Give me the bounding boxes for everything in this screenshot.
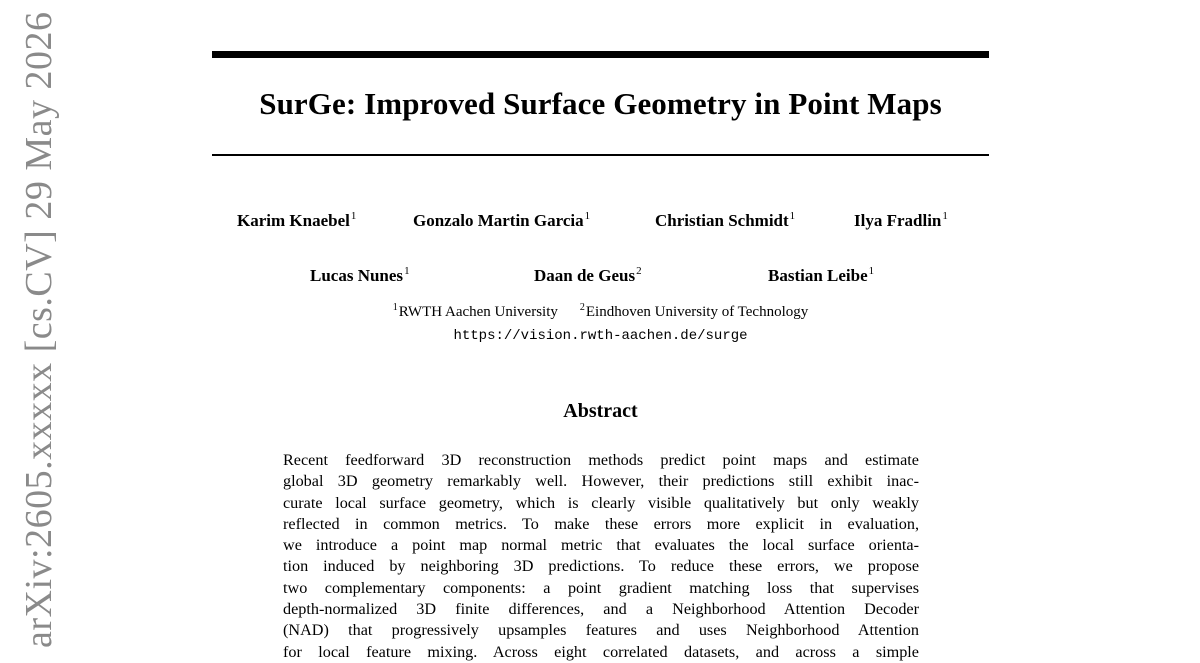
abstract-line: depth-normalized 3D finite differences, and a Neighborhood Attention Decoder [283, 600, 919, 619]
abstract-line: reflected in common metrics. To make these errors more explicit in evaluation, [283, 514, 919, 533]
arxiv-stamp: arXiv:2605.xxxxx [cs.CV] 29 May 2026 [18, 11, 60, 648]
author-2 [413, 211, 590, 231]
author-affiliation-mark: 1 [350, 210, 357, 222]
affiliation-1 [393, 304, 558, 320]
abstract-body [283, 450, 919, 663]
author-affiliation-mark: 1 [584, 210, 591, 222]
author-7 [768, 266, 874, 286]
abstract-line: two complementary components: a point gradient matching loss that supervises [283, 578, 919, 597]
affiliation-mark: 1 [392, 302, 398, 313]
author-6 [534, 266, 642, 286]
author-4 [854, 211, 948, 231]
author-name: Christian Schmidt [655, 211, 789, 230]
abstract-line: we introduce a point map normal metric that evaluates the local surface orienta- [283, 536, 919, 555]
affiliation-name: Eindhoven University of Technology [585, 304, 809, 320]
abstract-heading: Abstract [563, 400, 638, 422]
author-1 [237, 211, 356, 231]
abstract-line: Recent feedforward 3D reconstruction methods predict point maps and estimate [283, 451, 919, 469]
abstract-line: curate local surface geometry, which is clearly visible qualitatively but only weakly [283, 493, 919, 512]
author-name: Ilya Fradlin [854, 211, 942, 230]
author-3 [655, 211, 795, 231]
author-affiliation-mark: 1 [404, 265, 410, 277]
title-top-rule [212, 51, 989, 58]
author-affiliation-mark: 2 [636, 265, 642, 277]
author-name: Daan de Geus [534, 266, 636, 285]
paper-title: SurGe: Improved Surface Geometry in Point Maps [259, 86, 942, 121]
affiliations [212, 304, 989, 321]
project-url[interactable]: https://vision.rwth-aachen.de/surge [453, 328, 748, 344]
author-name: Gonzalo Martin Garcia [413, 211, 584, 230]
affiliation-mark: 2 [579, 302, 585, 313]
author-affiliation-mark: 1 [789, 210, 796, 222]
author-5 [310, 266, 410, 286]
abstract-line: tion induced by neighboring 3D predictions. To reduce these errors, we propose [283, 557, 919, 576]
affiliation-name: RWTH Aachen University [398, 304, 558, 320]
abstract-line: for local feature mixing. Across eight correlated datasets, and across a simple [283, 642, 919, 661]
author-name: Karim Knaebel [237, 211, 350, 230]
author-affiliation-mark: 1 [868, 265, 875, 277]
author-name: Lucas Nunes [310, 266, 404, 285]
abstract-line: (NAD) that progressively upsamples features and uses Neighborhood Attention [283, 621, 919, 640]
author-name: Bastian Leibe [768, 266, 868, 285]
author-affiliation-mark: 1 [942, 210, 948, 222]
affiliation-2 [580, 304, 808, 320]
title-bottom-rule [212, 154, 989, 156]
abstract-line: global 3D geometry remarkably well. However, their predictions still exhibit inac- [283, 472, 919, 491]
